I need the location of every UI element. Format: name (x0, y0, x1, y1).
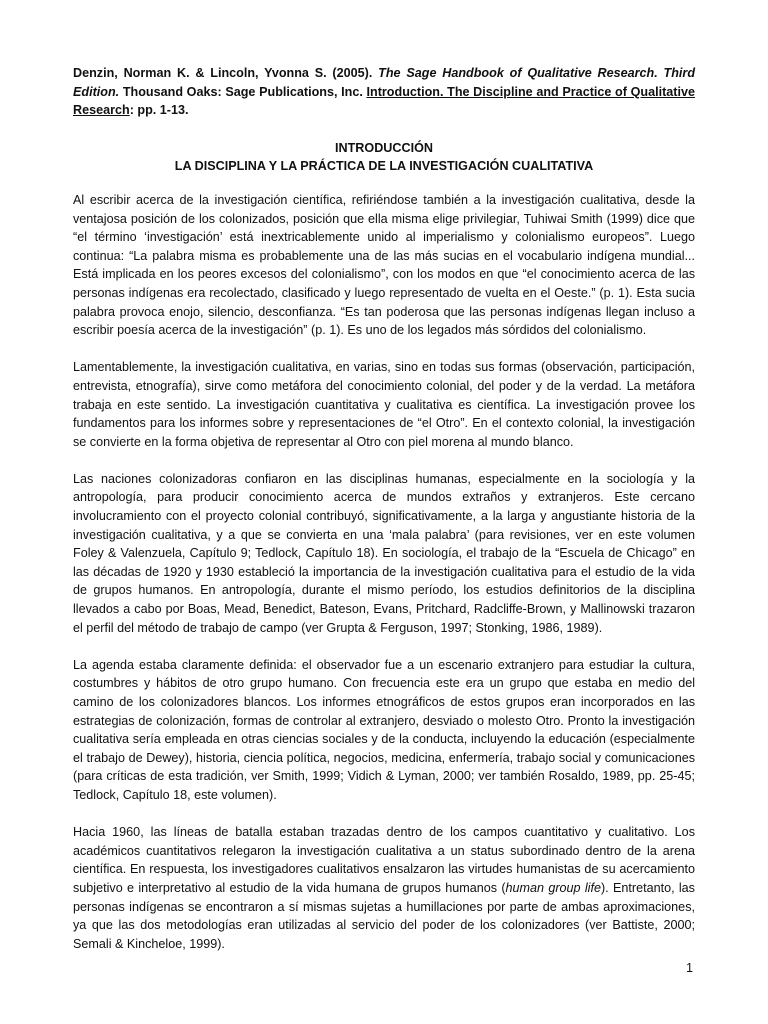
paragraph-4: La agenda estaba claramente definida: el observador fue a un escenario extranjero para estudiar la cultura, costumbres y hábitos de otro grupo humano. Con frecuencia este era un grupo que estaba en medio del camino de los colonizadores blancos. Los informes etnográficos de estos grupos eran incorporados en las estrategias de colonización, formas de controlar al extranjero, desviado o molesto Otro. Pronto la investigación cualitativa sería empleada en otras ciencias sociales y de la conducta, incluyendo la educación (especialmente el trabajo de Dewey), historia, ciencia política, negocios, medicina, enfermería, trabajo social y comunicaciones (para críticas de esta tradición, ver Smith, 1999; Vidich & Lyman, 2000; ver también Rosaldo, 1989, pp. 25-45; Tedlock, Capítulo 18, este volumen). (73, 657, 695, 802)
section-heading (73, 139, 695, 176)
heading-line-2: LA DISCIPLINA Y LA PRÁCTICA DE LA INVESTIGACIÓN CUALITATIVA (174, 159, 594, 174)
paragraph-5-text-a: Hacia 1960, las líneas de batalla estaban trazadas dentro de los campos cuantitativo y cualitativo. Los académicos cuantitativos relegaron la investigación cualitativa a un status subordinado dentro de la arena científica. En respuesta, los investigadores cualitativos ensalzaron las virtudes humanistas de su acercamiento subjetivo e interpretativo al estudio de la vida humana de grupos humanos ( (73, 825, 695, 895)
paragraph-3: Las naciones colonizadoras confiaron en las disciplinas humanas, especialmente en la sociología y la antropología, para producir conocimiento acerca de mundos extraños y extranjeros. Este cercano involucramiento con el proyecto colonial contribuyó, significativamente, a la larga y angustiante historia de la investigación cualitativa, y a que se convierta en una ‘mala palabra’ (para revisiones, ver en este volumen Foley & Valenzuela, Capítulo 9; Tedlock, Capítulo 18). En sociología, el trabajo de la “Escuela de Chicago” en las décadas de 1920 y 1930 estableció la importancia de la investigación cualitativa para el estudio de la vida de grupos humanos. En antropología, durante el mismo período, los estudios definitorios de la disciplina llevados a cabo por Boas, Mead, Benedict, Bateson, Evans, Pritchard, Radcliffe-Brown, y Mallinowski trazaron el perfil del método de trabajo de campo (ver Grupta & Ferguson, 1997; Stonking, 1986, 1989). (73, 471, 695, 635)
page-number: 1 (685, 961, 693, 975)
paragraph-5-italic-term: human group life (505, 880, 601, 895)
heading-line-1: INTRODUCCIÓN (335, 140, 433, 155)
paragraph-5-text-b: ). Entretanto, las personas indígenas se encontraron a sí mismas sujetas a humillaciones por parte de ambas aproximaciones, ya que las dos metodologías eran utilizadas al servicio del poder de los colonizadores (ver Battiste, 2000; Semali & Kincheloe, 1999). (73, 880, 695, 951)
citation (73, 64, 695, 120)
paragraph-2: Lamentablemente, la investigación cualitativa, en varias, sino en todas sus formas (observación, participación, entrevista, etnografía), sirve como metáfora del conocimiento colonial, del poder y de la verdad. La metáfora trabaja en este sentido. La investigación cuantitativa y cualitativa es científica. La investigación provee los fundamentos para los informes sobre y representaciones de “el Otro”. En el contexto colonial, la investigación se convierte en la forma objetiva de representar al Otro con piel morena al mundo blanco. (73, 360, 695, 449)
citation-publisher: Thousand Oaks: Sage Publications, Inc. (122, 84, 363, 99)
citation-chapter: Introduction. The Discipline and Practice of Qualitative Research (73, 84, 696, 118)
citation-pages: : pp. 1-13. (129, 103, 189, 118)
paragraph-5 (73, 823, 695, 953)
citation-authors: Denzin, Norman K. & Lincoln, Yvonna S. (2005). (73, 66, 373, 80)
paragraph-1: Al escribir acerca de la investigación científica, refiriéndose también a la investigación cualitativa, desde la ventajosa posición de los colonizados, posición que ella misma elige privilegiar, Tuhiwai Smith (1999) dice que “el término ‘investigación’ está inextricablemente unido al imperialismo y colonialismo europeos”. Luego continua: “La palabra misma es probablemente una de las más sucias en el vocabulario indígena mundial... Está implicada en los peores excesos del colonialismo”, con los modos en que “el conocimiento acerca de las personas indígenas era recolectado, clasificado y luego representado de vuelta en el Oeste.” (p. 1). Esta sucia palabra provoca enojo, silencio, desconfianza. “Es tan poderosa que las personas indígenas llegan incluso a escribir poesía acerca de la investigación” (p. 1). Es uno de los legados más sórdidos del colonialismo. (73, 192, 695, 338)
citation-book-title: The Sage Handbook of Qualitative Research. Third Edition. (73, 66, 696, 99)
